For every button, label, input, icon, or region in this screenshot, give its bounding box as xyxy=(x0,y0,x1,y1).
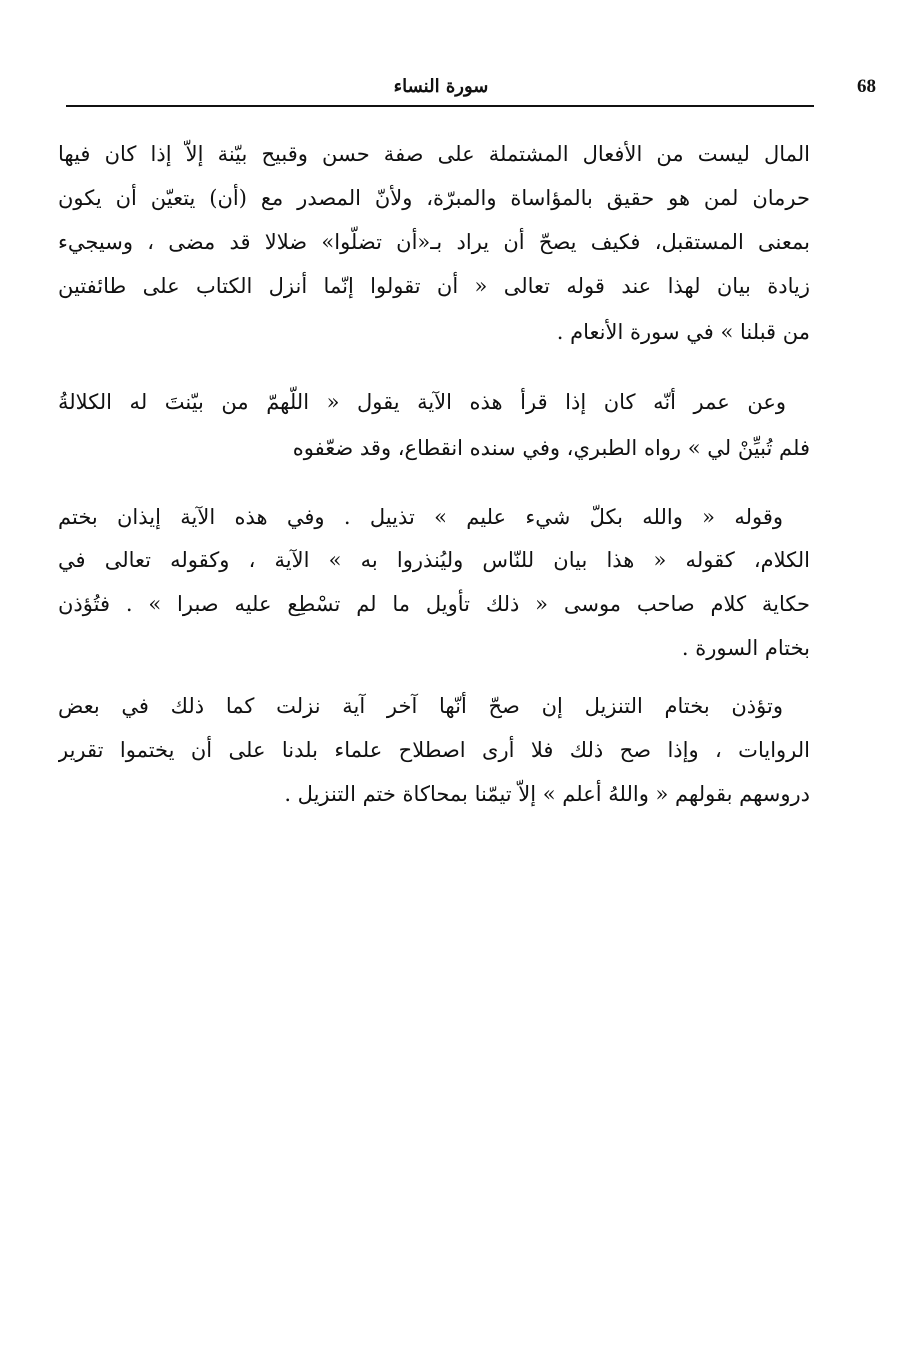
text-line: فلم تُبيِّنْ لي » رواه الطبري، وفي سنده انقطاع، وقد ضعّفوه xyxy=(292,436,810,460)
running-title: سورة النساء xyxy=(393,76,489,97)
text-line: من قبلنا » في سورة الأنعام . xyxy=(556,320,810,344)
text-line: الكلام، كقوله « هذا بيان للنّاس وليُنذروا به » الآية ، وكقوله تعالى في xyxy=(58,548,810,572)
text-line: حرمان لمن هو حقيق بالمؤاساة والمبرّة، ولأنّ المصدر مع (أن) يتعيّن أن يكون xyxy=(58,186,810,210)
text-line: زيادة بيان لهذا عند قوله تعالى « أن تقولوا إنّما أنزل الكتاب على طائفتين xyxy=(58,274,810,298)
text-line: المال ليست من الأفعال المشتملة على صفة حسن وقبيح بيّنة إلاّ إذا كان فيها xyxy=(58,142,810,166)
header-rule xyxy=(66,105,814,107)
page-header xyxy=(66,72,876,104)
page-number: 68 xyxy=(857,76,876,97)
text-line: وعن عمر أنّه كان إذا قرأ هذه الآية يقول « اللّهمّ من بيّنتَ له الكلالةُ xyxy=(58,390,786,414)
text-line: وتؤذن بختام التنزيل إن صحّ أنّها آخر آية نزلت كما ذلك في بعض xyxy=(58,694,783,718)
text-line: الروايات ، وإذا صح ذلك فلا أرى اصطلاح علماء بلدنا على أن يختموا تقرير xyxy=(58,738,810,762)
text-line: حكاية كلام صاحب موسى « ذلك تأويل ما لم تسْطِع عليه صبرا » . فتُؤذن xyxy=(58,592,810,616)
text-line: دروسهم بقولهم « واللهُ أعلم » إلاّ تيمّنا بمحاكاة ختم التنزيل . xyxy=(284,782,810,806)
text-line: وقوله « والله بكلّ شيء عليم » تذييل . وفي هذه الآية إيذان بختم xyxy=(58,505,783,529)
text-line: بمعنى المستقبل، فكيف يصحّ أن يراد بـ«أن تضلّوا» ضلالا قد مضى ، وسيجيء xyxy=(58,230,810,254)
text-line: بختام السورة . xyxy=(681,636,810,660)
